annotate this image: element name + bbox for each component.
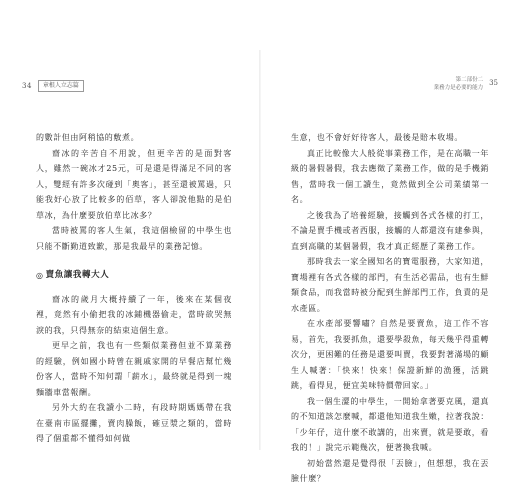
section-heading — [36, 268, 232, 284]
page-fold — [259, 50, 261, 450]
paragraph: 在水產部要響嘯？自然是要賣魚，這工作不容易，首先，我要抓魚，還要學殺魚，每天幾乎得重轉次分，更困難的任務是還要叫賣，我要對著滿場的顧生人喊著：「快來！快來！保證新鮮的漁獲，活跳跳，看得見，便宜美味特價帶回家。」 — [291, 319, 489, 390]
right-page-body — [291, 130, 489, 487]
paragraph: 真正比較像大人般從事業務工作，是在高職一年級的暑假暑假，我去應徵了業務工作，做的是手機銷售，當時我一個工讀生，竟然做到全公司業績第一名。 — [291, 148, 489, 204]
paragraph: 那時我去一家全國知名的寶電服務，大家知道，寶場裡有各式各樣的部門，有生活必需品，也有生鮮類食品，而我當時被分配到生鮮部門工作，負責的是水產區。 — [291, 257, 489, 313]
paragraph: 之後我為了培養經驗，接觸到各式各樣的打工，不論是賣手機或者西服，接觸的人都還沒有建參與，直到高職的某個暑假，我才真正經歷了業務工作。 — [291, 210, 489, 251]
circle-bullet-icon: ◎ — [36, 270, 44, 280]
paragraph: 另外大約在我讀小二時，有段時期媽媽帶在我在臺南市區擺攤，賣肉臊飯，確豆漿之類的，當時得了個重都不懂得如何做 — [36, 403, 232, 443]
chapter-line-1: 第二部份二 — [455, 77, 484, 83]
paragraph: 更早之前，我也有一些類似業務但並不算業務的經驗，例如國小時曾在親戚家開的早餐店幫忙幾份客人，當時不知何謂「薪水」，最終就是得到一塊麵牆車當報酬。 — [36, 341, 232, 397]
right-page-number: 35 — [489, 79, 498, 87]
chapter-line-2: 業務力是必要的能力 — [433, 85, 484, 91]
left-page-header — [22, 80, 84, 92]
chapter-heading — [434, 76, 484, 92]
section-heading-text: 賣魚讓我轉大人 — [45, 270, 110, 280]
book-title-tag: 章根人立志篇 — [38, 80, 84, 92]
paragraph: 初始當然還是覺得很「丟臉」，但想想，我在丟臉什麼？ — [291, 458, 489, 483]
paragraph: 的數計但由阿稍協的敷煮。 — [36, 133, 140, 142]
paragraph: 齋冰的歲月大概持續了一年，後來在某個夜裡，竟然有小偷把我的冰鋪機器偷走，當時欲哭無淚的我，只得無奈的結束這個生意。 — [36, 294, 232, 335]
left-page-number: 34 — [22, 82, 32, 90]
paragraph: 生意，也不會好好待客人，最後是賠本收場。 — [291, 133, 463, 142]
left-page-body — [36, 130, 232, 447]
paragraph: 齋冰的辛苦自不用說，但更辛苦的是面對客人，雖然一碗冰才25元，可是還是得滿足不同的客人，雙經有許多次碰到「奧客」，甚至還被罵過，只能我好心放了比較多的佰草，客人卻說他點的是伯草冰，為什麼要放伯草比冰多？ — [36, 148, 232, 220]
paragraph: 當時被罵的客人生氣，我這個檢留的中學生也只能不斷勤道致歉，那是我最早的業務記憶。 — [36, 226, 232, 251]
right-page-header — [434, 76, 498, 92]
paragraph: 我一個生澀的中學生，一開始拿著要克風，還真的不知道該怎麼喊，都還他知道我生嫩，拉著我說：「少年仔，這什麼不敢講的，出來賣，就是要敢，看我的！」說完示範幾次，便著換我喊。 — [291, 396, 489, 452]
